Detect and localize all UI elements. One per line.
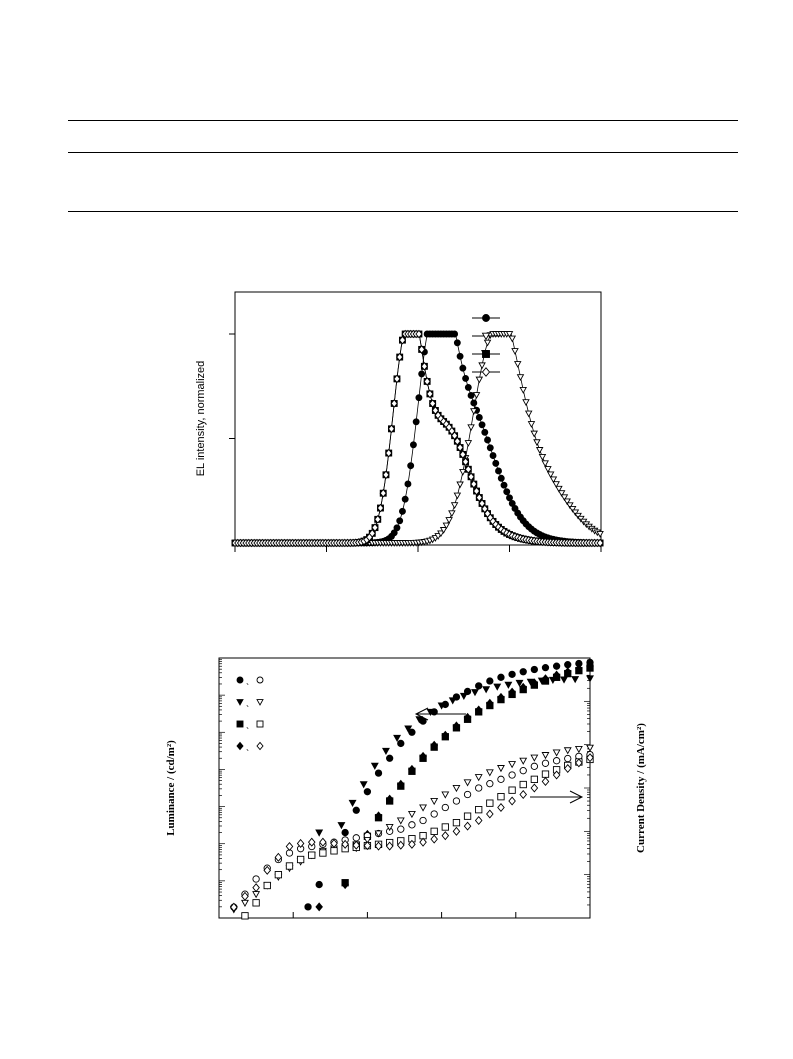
lum-point-6 — [542, 771, 548, 777]
spectrum-line-2 — [235, 334, 601, 543]
lum-point-4 — [531, 763, 537, 769]
legend1-marker-0 — [483, 315, 490, 322]
spectrum-point-0 — [463, 375, 469, 381]
spectrum-line-3 — [235, 334, 601, 543]
lum-point-5 — [565, 748, 571, 754]
spectrum-point-1 — [468, 425, 474, 430]
spectrum-point-1 — [479, 363, 485, 368]
lum-point-0 — [542, 664, 548, 670]
lum-point-1 — [360, 782, 366, 788]
lum-point-7 — [253, 884, 259, 892]
spectrum-point-0 — [479, 422, 485, 428]
lum-point-5 — [553, 750, 559, 756]
spectrum-point-1 — [457, 482, 463, 487]
lum-point-5 — [409, 811, 415, 817]
lum-point-6 — [476, 806, 482, 812]
lum-point-6 — [531, 776, 537, 782]
lum-point-0 — [476, 683, 482, 689]
lum-point-4 — [553, 758, 559, 764]
lum-point-1 — [349, 800, 355, 806]
lum-point-4 — [476, 785, 482, 791]
spectrum-point-0 — [493, 460, 499, 466]
lum-point-3 — [316, 903, 322, 911]
legend2-open-1 — [257, 700, 263, 705]
lum-point-7 — [464, 822, 470, 830]
spectrum-point-1 — [539, 454, 545, 459]
legend2-filled-2 — [237, 721, 243, 727]
lum-point-1 — [483, 687, 489, 693]
lum-point-5 — [520, 758, 526, 764]
lum-point-7 — [286, 843, 292, 851]
lum-point-5 — [576, 746, 582, 752]
spectrum-point-1 — [523, 400, 529, 405]
lum-point-4 — [409, 822, 415, 828]
legend2-filled-3 — [237, 742, 243, 749]
lum-point-7 — [498, 804, 504, 812]
legend2-open-0 — [257, 677, 263, 683]
lum-point-6 — [264, 882, 270, 888]
lum-point-5 — [542, 753, 548, 759]
lum-point-6 — [242, 913, 248, 919]
legend2-filled-1 — [237, 700, 243, 705]
spectrum-point-0 — [501, 482, 507, 488]
lum-point-4 — [498, 776, 504, 782]
spectrum-point-0 — [402, 496, 408, 502]
lum-point-6 — [520, 781, 526, 787]
lum-point-1 — [461, 693, 467, 699]
spectrum-point-1 — [528, 422, 534, 427]
lum-point-0 — [353, 807, 359, 813]
lum-point-5 — [498, 766, 504, 772]
lum-point-5 — [242, 900, 248, 906]
lum-point-0 — [386, 755, 392, 761]
lum-point-0 — [509, 671, 515, 677]
lum-point-6 — [442, 824, 448, 830]
lum-point-4 — [420, 817, 426, 823]
spectrum-point-0 — [482, 429, 488, 435]
lum-point-4 — [487, 780, 493, 786]
lum-point-7 — [487, 810, 493, 818]
lum-point-1 — [338, 823, 344, 829]
lum-point-6 — [498, 793, 504, 799]
spectrum-point-0 — [452, 331, 458, 337]
lum-point-0 — [375, 770, 381, 776]
spectrum-point-1 — [526, 411, 532, 416]
lum-point-7 — [476, 817, 482, 825]
lum-point-6 — [309, 852, 315, 858]
lum-point-6 — [320, 850, 326, 856]
spectrum-point-0 — [476, 414, 482, 420]
spectrum-point-1 — [520, 387, 526, 392]
legend2-open-3 — [257, 742, 263, 749]
lum-point-0 — [305, 904, 311, 910]
spectrum-point-0 — [465, 384, 471, 390]
lum-point-1 — [450, 698, 456, 704]
spectrum-point-0 — [416, 395, 422, 401]
spectrum-point-0 — [487, 445, 493, 451]
lum-point-0 — [498, 674, 504, 680]
lum-point-6 — [297, 856, 303, 862]
lum-point-7 — [531, 784, 537, 792]
spectrum-point-0 — [457, 353, 463, 359]
lum-point-5 — [487, 770, 493, 776]
lum-point-1 — [383, 748, 389, 754]
spectrum-point-0 — [460, 365, 466, 371]
lum-point-1 — [561, 677, 567, 683]
spectrum-point-1 — [476, 377, 482, 382]
lum-point-1 — [372, 763, 378, 769]
lum-point-7 — [520, 791, 526, 799]
spectrum-point-0 — [485, 437, 491, 443]
lum-point-1 — [505, 682, 511, 688]
lum-point-4 — [253, 876, 259, 882]
plot1-frame — [235, 292, 601, 545]
spectrum-point-0 — [408, 463, 414, 469]
lum-point-5 — [253, 892, 259, 898]
lum-point-7 — [453, 827, 459, 835]
lum-point-7 — [431, 835, 437, 843]
spectrum-point-0 — [397, 518, 403, 524]
spectrum-point-1 — [454, 493, 460, 498]
lum-point-5 — [464, 780, 470, 786]
legend2-open-2 — [257, 721, 263, 727]
spectrum-point-1 — [537, 447, 543, 452]
lum-point-5 — [442, 792, 448, 798]
lum-point-6 — [431, 828, 437, 834]
lum-point-4 — [398, 826, 404, 832]
lum-point-0 — [553, 663, 559, 669]
y2-right-label: Current Density / (mA/cm²) — [635, 723, 647, 853]
spectrum-point-0 — [498, 475, 504, 481]
lum-point-4 — [542, 760, 548, 766]
lum-point-6 — [253, 900, 259, 906]
lum-point-5 — [398, 818, 404, 824]
lum-point-7 — [420, 838, 426, 846]
spectrum-point-1 — [534, 440, 540, 445]
lum-point-5 — [509, 762, 515, 768]
lum-point-0 — [565, 661, 571, 667]
spectrum-point-0 — [490, 453, 496, 459]
lum-point-4 — [442, 804, 448, 810]
lum-point-5 — [453, 785, 459, 791]
spectrum-point-0 — [454, 340, 460, 346]
legend2-sep-2: 、 — [246, 721, 254, 730]
lum-point-4 — [353, 835, 359, 841]
spectrum-point-1 — [509, 336, 515, 341]
spectrum-point-1 — [452, 503, 458, 508]
lum-point-5 — [431, 798, 437, 804]
lum-point-0 — [316, 881, 322, 887]
spectrum-point-1 — [515, 362, 521, 367]
y-axis-label: EL intensity, normalized — [195, 360, 207, 477]
spectrum-point-0 — [419, 371, 425, 377]
lum-point-4 — [509, 772, 515, 778]
legend2-sep-0: 、 — [246, 677, 254, 686]
y2-left-label: Luminance / (cd/m²) — [165, 740, 177, 836]
lum-point-6 — [453, 819, 459, 825]
spectrum-point-1 — [512, 349, 518, 354]
spectrum-point-1 — [446, 518, 452, 523]
lum-point-6 — [509, 787, 515, 793]
spectrum-point-0 — [507, 495, 513, 501]
lum-point-4 — [565, 755, 571, 761]
spectrum-point-0 — [410, 442, 416, 448]
lum-point-6 — [275, 871, 281, 877]
legend2-sep-1: 、 — [246, 699, 254, 708]
lum-point-0 — [398, 740, 404, 746]
lum-point-6 — [487, 800, 493, 806]
lum-point-4 — [520, 767, 526, 773]
lum-point-1 — [472, 690, 478, 696]
spectrum-point-1 — [485, 340, 491, 345]
lum-point-5 — [587, 745, 593, 751]
lum-point-4 — [431, 811, 437, 817]
lum-point-6 — [331, 848, 337, 854]
lum-point-4 — [453, 798, 459, 804]
lum-point-6 — [286, 863, 292, 869]
lum-point-5 — [420, 805, 426, 811]
spectrum-point-0 — [413, 419, 419, 425]
lum-point-7 — [542, 778, 548, 786]
spectrum-point-1 — [465, 441, 471, 446]
lum-point-0 — [520, 669, 526, 675]
lum-point-6 — [464, 813, 470, 819]
lum-point-4 — [464, 791, 470, 797]
lum-point-7 — [442, 832, 448, 840]
legend1-marker-3 — [483, 368, 490, 376]
spectrum-line-1 — [235, 334, 601, 543]
lum-point-0 — [531, 666, 537, 672]
spectrum-point-0 — [405, 481, 411, 487]
lum-point-5 — [531, 755, 537, 761]
spectrum-point-0 — [399, 508, 405, 514]
spectrum-point-0 — [496, 468, 502, 474]
lum-point-5 — [476, 775, 482, 781]
spectrum-line-0 — [235, 334, 601, 543]
spectrum-point-1 — [545, 467, 551, 472]
spectrum-point-1 — [531, 431, 537, 436]
lum-point-0 — [364, 789, 370, 795]
lum-point-1 — [494, 684, 500, 690]
spectrum-point-1 — [517, 375, 523, 380]
spectrum-point-0 — [504, 489, 510, 495]
spectrum-point-0 — [468, 392, 474, 398]
spectrum-point-1 — [449, 511, 455, 516]
lum-point-7 — [509, 797, 515, 805]
lum-point-1 — [316, 830, 322, 836]
lum-point-0 — [342, 829, 348, 835]
legend2-filled-0 — [237, 677, 243, 683]
lum-point-0 — [487, 678, 493, 684]
legend2-sep-3: 、 — [246, 743, 254, 752]
legend1-marker-2 — [483, 351, 490, 358]
lum-point-1 — [572, 677, 578, 683]
spectrum-point-1 — [542, 461, 548, 466]
spectrum-point-0 — [394, 525, 400, 531]
